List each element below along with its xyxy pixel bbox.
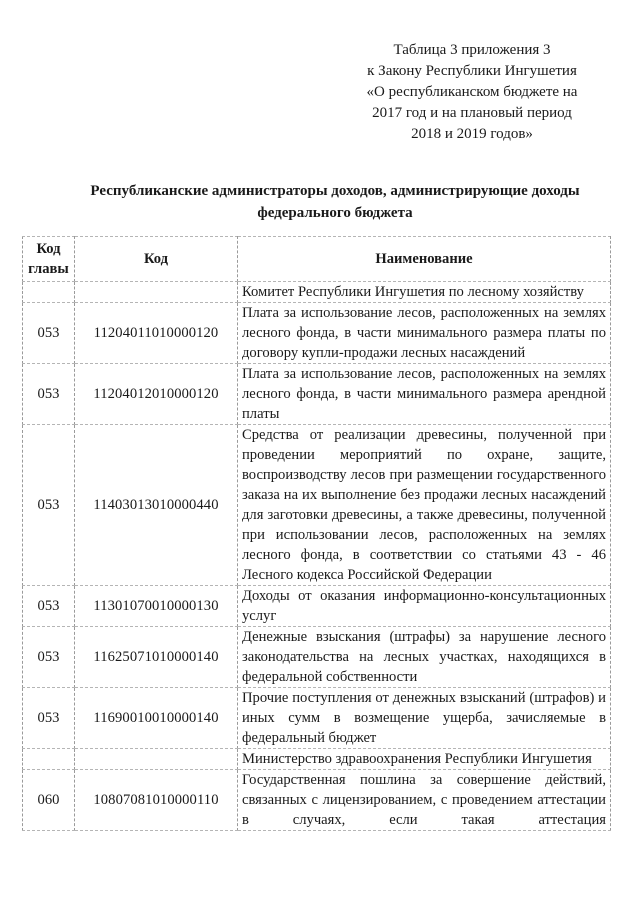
table-row: [23, 586, 611, 627]
appendix-line: к Закону Республики Ингушетия: [367, 63, 577, 79]
appendix-line: 2018 и 2019 годов»: [411, 126, 533, 142]
appendix-line: «О республиканском бюджете на: [366, 84, 578, 100]
cell-name: Средства от реализации древесины, полученной при проведении мероприятий по охране, защите, воспроизводству лесов при размещении государственного заказа на их выполнение без продажи лесных насаждений для заготовки древесины, а также древесины, полученной при использовании лесов, расположенных на землях лесного фонда, в соответствии со статьями 43 - 46 Лесного кодекса Российской Федерации: [238, 425, 611, 586]
cell-code: 11204012010000120: [75, 364, 238, 425]
cell-code: 11625071010000140: [75, 627, 238, 688]
cell-name: Денежные взыскания (штрафы) за нарушение лесного законодательства на лесных участках, находящихся в федеральной собственности: [238, 627, 611, 688]
cell-name: Плата за использование лесов, расположенных на землях лесного фонда, в части минимального размера арендной платы: [238, 364, 611, 425]
appendix-line: 2017 год и на плановый период: [372, 105, 572, 121]
cell-name: Плата за использование лесов, расположенных на землях лесного фонда, в части минимального размера платы по договору купли-продажи лесных насаждений: [238, 303, 611, 364]
table-row: [23, 282, 611, 303]
cell-chapter: 053: [23, 586, 75, 627]
document-title-line: федерального бюджета: [257, 205, 413, 221]
cell-chapter: 060: [23, 770, 75, 831]
table-row: [23, 425, 611, 586]
cell-chapter: [23, 749, 75, 770]
cell-code: 11403013010000440: [75, 425, 238, 586]
table-row: [23, 303, 611, 364]
cell-chapter: 053: [23, 627, 75, 688]
document-title-line: Республиканские администраторы доходов, администрирующие доходы: [90, 183, 580, 199]
cell-chapter: 053: [23, 425, 75, 586]
revenue-administrators-table: [22, 236, 611, 831]
cell-chapter: 053: [23, 364, 75, 425]
cell-code: [75, 282, 238, 303]
table-header-row: [23, 237, 611, 282]
cell-code: 10807081010000110: [75, 770, 238, 831]
cell-chapter: [23, 282, 75, 303]
document-title: [40, 180, 630, 224]
cell-code: 11301070010000130: [75, 586, 238, 627]
header-name: Наименование: [238, 237, 611, 282]
cell-chapter: 053: [23, 688, 75, 749]
cell-name: Доходы от оказания информационно-консультационных услуг: [238, 586, 611, 627]
table-row: [23, 627, 611, 688]
cell-name: Прочие поступления от денежных взысканий (штрафов) и иных сумм в возмещение ущерба, зачисляемые в федеральный бюджет: [238, 688, 611, 749]
table-row: [23, 688, 611, 749]
table-row: [23, 364, 611, 425]
cell-name: Комитет Республики Ингушетия по лесному хозяйству: [238, 282, 611, 303]
header-chapter-code: Код главы: [23, 237, 75, 282]
cell-code: 11204011010000120: [75, 303, 238, 364]
cell-code: 11690010010000140: [75, 688, 238, 749]
appendix-note: [352, 40, 592, 145]
header-code: Код: [75, 237, 238, 282]
cell-code: [75, 749, 238, 770]
table-row: [23, 749, 611, 770]
table-row: [23, 770, 611, 831]
cell-name: Государственная пошлина за совершение действий, связанных с лицензированием, с проведением аттестации в случаях, если такая аттестация: [238, 770, 611, 831]
cell-chapter: 053: [23, 303, 75, 364]
cell-name: Министерство здравоохранения Республики Ингушетия: [238, 749, 611, 770]
appendix-line: Таблица 3 приложения 3: [393, 42, 551, 58]
